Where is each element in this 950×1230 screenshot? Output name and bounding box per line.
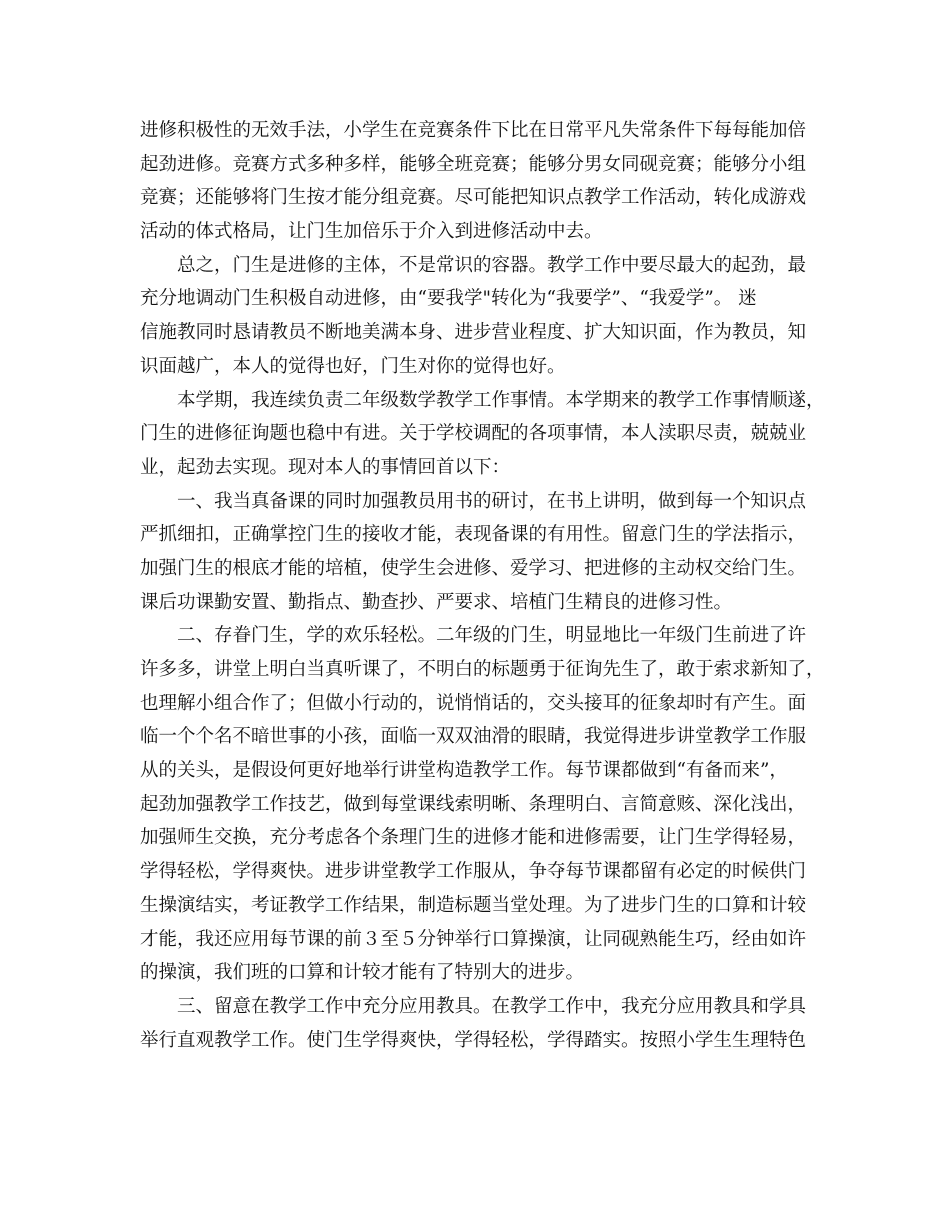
text-line: 生操演结实，考证教学工作结果，制造标题当堂处理。为了进步门生的口算和计较 [140, 894, 807, 916]
text-line: 总之，门生是进修的主体，不是常识的容器。教学工作中要尽最大的起劲，最 [177, 254, 807, 276]
text-line: 学得轻松，学得爽快。进步讲堂教学工作服从，争夺每节课都留有必定的时候供门 [140, 861, 807, 883]
text-line: 活动的体式格局，让门生加倍乐于介入到进修活动中去。 [140, 221, 603, 243]
text-line: 课后功课勤安置、勤指点、勤查抄、严要求、培植门生精良的进修习性。 [140, 591, 733, 613]
text-line: 加强门生的根底才能的培植，使学生会进修、爱学习、把进修的主动权交给门生。 [140, 557, 807, 579]
text-line: 本学期，我连续负责二年级数学教学工作事情。本学期来的教学工作事情顺遂， [177, 389, 825, 411]
text-line: 竞赛；还能够将门生按才能分组竞赛。尽可能把知识点教学工作活动，转化成游戏 [140, 187, 807, 209]
text-line: 才能，我还应用每节课的前３至５分钟举行口算操演，让同砚熟能生巧，经由如许 [140, 928, 807, 950]
text-line: 业，起劲去实现。现对本人的事情回首以下： [140, 456, 511, 478]
text-line: 起劲进修。竞赛方式多种多样，能够全班竞赛；能够分男女同砚竞赛；能够分小组 [140, 153, 807, 175]
text-line: 从的关头，是假设何更好地举行讲堂构造教学工作。每节课都做到“有备而来”， [140, 760, 788, 782]
text-line: 二、存眷门生，学的欢乐轻松。二年级的门生，明显地比一年级门生前进了许 [177, 625, 807, 647]
document-body [140, 114, 825, 1057]
text-line: 严抓细扣，正确掌控门生的接收才能，表现备课的有用性。留意门生的学法指示， [140, 524, 807, 546]
text-line: 三、留意在教学工作中充分应用教具。在教学工作中，我充分应用教具和学具 [177, 995, 807, 1017]
text-line: 充分地调动门生积极自动进修，由“要我学"转化为“我要学”、“我爱学”。 迷 [140, 288, 757, 310]
text-line: 加强师生交换，充分考虑各个条理门生的进修才能和进修需要，让门生学得轻易， [140, 827, 807, 849]
text-line: 一、我当真备课的同时加强教员用书的研讨，在书上讲明，做到每一个知识点 [177, 490, 807, 512]
text-line: 门生的进修征询题也稳中有进。关于学校调配的各项事情，本人渎职尽责，兢兢业 [140, 423, 807, 445]
text-line: 进修积极性的无效手法，小学生在竞赛条件下比在日常平凡失常条件下每每能加倍 [140, 120, 807, 141]
text-line: 临一个个名不暗世事的小孩，面临一双双油滑的眼睛，我觉得进步讲堂教学工作服 [140, 726, 807, 748]
text-line: 信施教同时恳请教员不断地美满本身、进步营业程度、扩大知识面，作为教员，知 [140, 322, 807, 344]
text-line: 识面越广，本人的觉得也好，门生对你的觉得也好。 [140, 355, 566, 377]
text-line: 许多多，讲堂上明白当真听课了，不明白的标题勇于征询先生了，敢于索求新知了， [140, 659, 825, 680]
text-line: 举行直观教学工作。使门生学得爽快，学得轻松，学得踏实。按照小学生生理特色 [140, 1029, 807, 1051]
text-line: 的操演，我们班的口算和计较才能有了特别大的进步。 [140, 962, 585, 984]
text-line: 也理解小组合作了；但做小行动的，说悄悄话的，交头接耳的征象却时有产生。面 [140, 692, 807, 714]
text-line: 起劲加强教学工作技艺，做到每堂课线索明晰、条理明白、言简意赅、深化浅出， [140, 793, 807, 815]
